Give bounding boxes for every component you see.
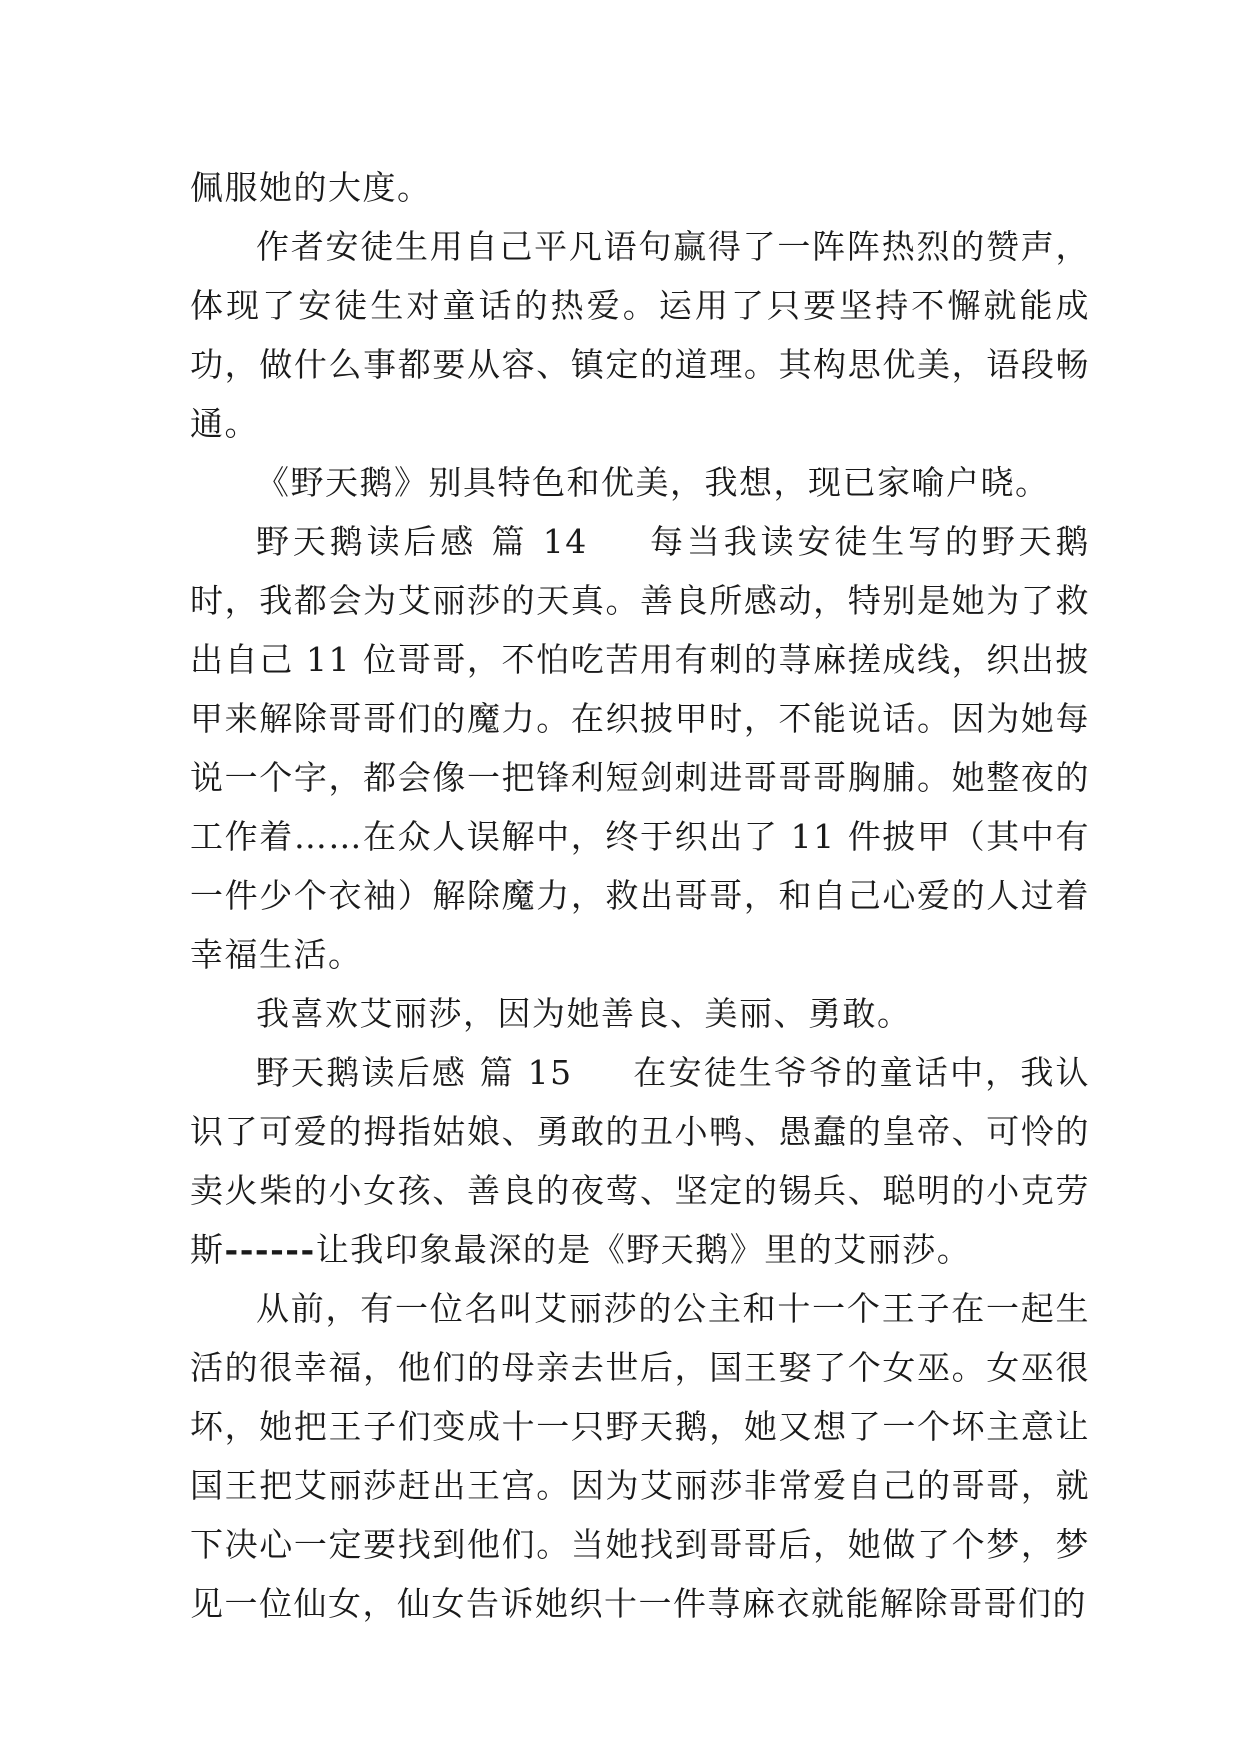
paragraph: 佩服她的大度。 [190, 168, 432, 207]
dash-separator: ------ [224, 1230, 316, 1269]
paragraph-with-heading [190, 512, 1090, 984]
paragraph: 从前，有一位名叫艾丽莎的公主和十一个王子在一起生活的很幸福，他们的母亲去世后，国王娶了个女巫。女巫很坏，她把王子们变成十一只野天鹅，她又想了一个坏主意让国王把艾丽莎赶出王宫。因为艾丽莎非常爱自己的哥哥，就下决心一定要找到他们。当她找到哥哥后，她做了个梦，梦见一位仙女，仙女告诉她织十一件荨麻衣就能解除哥哥们的 [190, 1289, 1090, 1623]
paragraph: 作者安徒生用自己平凡语句赢得了一阵阵热烈的赞声，体现了安徒生对童话的热爱。运用了只要坚持不懈就能成功，做什么事都要从容、镇定的道理。其构思优美，语段畅通。 [190, 227, 1090, 443]
paragraph-text: 在安徒生爷爷的童话中，我认识了可爱的拇指姑娘、勇敢的丑小鸭、愚蠢的皇帝、可怜的卖火柴的小女孩、善良的夜莺、坚定的锡兵、聪明的小克劳斯 [190, 1053, 1090, 1269]
document-body [190, 158, 1090, 1633]
paragraph-text-continued: 让我印象最深的是《野天鹅》里的艾丽莎。 [315, 1230, 972, 1269]
section-heading: 野天鹅读后感 篇 14 [256, 522, 588, 561]
paragraph: 我喜欢艾丽莎，因为她善良、美丽、勇敢。 [256, 994, 912, 1033]
paragraph-with-heading [190, 1043, 1090, 1279]
section-heading: 野天鹅读后感 篇 15 [256, 1053, 573, 1092]
paragraph-text: 每当我读安徒生写的野天鹅时，我都会为艾丽莎的天真。善良所感动，特别是她为了救出自己 11 位哥哥，不怕吃苦用有刺的荨麻搓成线，织出披甲来解除哥哥们的魔力。在织披甲时，不能说话。因为她每说一个字，都会像一把锋利短剑刺进哥哥哥胸脯。她整夜的工作着……在众人误解中，终于织出了 11 件披甲（其中有一件少个衣袖）解除魔力，救出哥哥，和自己心爱的人过着幸福生活。 [190, 522, 1090, 974]
paragraph: 《野天鹅》别具特色和优美，我想，现已家喻户晓。 [256, 463, 1050, 502]
